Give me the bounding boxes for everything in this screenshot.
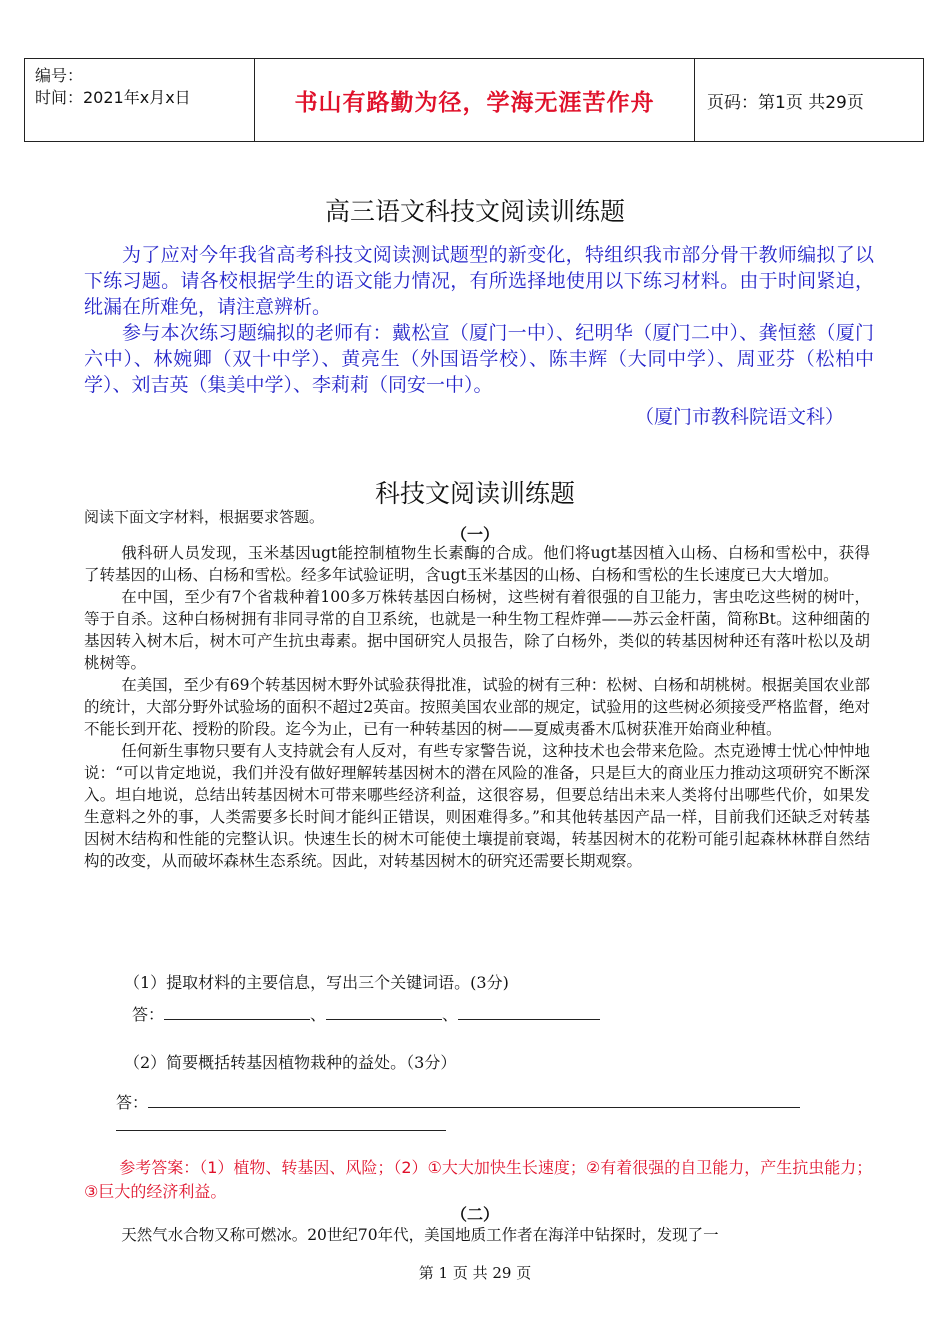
question-2: （2）简要概括转基因植物栽种的益处。（3分） bbox=[124, 1053, 457, 1072]
page-footer: 第 1 页 共 29 页 bbox=[418, 1264, 532, 1282]
answer-blank[interactable] bbox=[164, 1005, 310, 1020]
reference-answer: 参考答案：（1）植物、转基因、风险；（2）①大大加快生长速度；②有着很强的自卫能力，产生抗虫能力；③巨大的经济利益。 bbox=[84, 1158, 873, 1201]
answer-2-continuation-line[interactable] bbox=[116, 1130, 446, 1131]
body-paragraph: 在美国，至少有69个转基因树木野外试验获得批准，试验的树有三种：松树、白杨和胡桃树。根据美国农业部的统计，大部分野外试验场的面积不超过2英亩。按照美国农业部的规定，试验用的这些树必须接受严格监督，绝对不能长到开花、授粉的阶段。迄今为止，已有一种转基因的树——夏威夷番木瓜树获准开始商业种植。 bbox=[84, 676, 870, 738]
section-1-label: （一） bbox=[450, 525, 499, 544]
separator: 、 bbox=[442, 1005, 459, 1024]
intro-paragraph-1: 为了应对今年我省高考科技文阅读测试题型的新变化，特组织我市部分骨干教师编拟了以下练习题。请各校根据学生的语文能力情况，有所选择地使用以下练习材料。由于时间紧迫，纰漏在所难免，请注意辨析。 bbox=[84, 244, 874, 318]
section-title: 科技文阅读训练题 bbox=[374, 479, 575, 508]
intro-signature: （厦门市教科院语文科） bbox=[634, 406, 844, 428]
question-1: （1）提取材料的主要信息，写出三个关键词语。(3分) bbox=[124, 973, 509, 992]
number-label: 编号： bbox=[35, 66, 84, 85]
body-paragraph: 任何新生事物只要有人支持就会有人反对，有些专家警告说，这种技术也会带来危险。杰克逊博士忧心忡忡地说：“可以肯定地说，我们并没有做好理解转基因树木的潜在风险的准备，只是巨大的商业压力推动这项研究不断深入。坦白地说，总结出转基因树木可带来哪些经济利益，这很容易，但要总结出未来人类将付出哪些代价，如果发生意料之外的事，人类需要多长时间才能纠正错误，则困难得多。”和其他转基因产品一样，目前我们还缺乏对转基因树木结构和性能的完整认识。快速生长的树木可能使土壤提前衰竭，转基因树木的花粉可能引起森林林群自然结构的改变，从而破坏森林生态系统。因此，对转基因树木的研究还需要长期观察。 bbox=[84, 742, 870, 870]
section-2-label: （二） bbox=[450, 1205, 499, 1224]
answer-blank[interactable] bbox=[326, 1005, 442, 1020]
section-2-body: 天然气水合物又称可燃冰。20世纪70年代，美国地质工作者在海洋中钻探时，发现了一 bbox=[121, 1226, 719, 1244]
answer-blank[interactable] bbox=[148, 1093, 800, 1108]
intro-block bbox=[84, 242, 874, 430]
answer-2-line bbox=[116, 1090, 800, 1113]
body-paragraph: 俄科研人员发现，玉米基因ugt能控制植物生长素酶的合成。他们将ugt基因植入山杨、白杨和雪松中，获得了转基因的山杨、白杨和雪松。经多年试验证明，含ugt玉米基因的山杨、白杨和雪松的生长速度已大大增加。 bbox=[84, 544, 870, 584]
document-title: 高三语文科技文阅读训练题 bbox=[324, 197, 625, 226]
instruction-text: 阅读下面文字材料，根据要求答题。 bbox=[84, 508, 325, 526]
intro-paragraph-2: 参与本次练习题编拟的老师有：戴松宣（厦门一中）、纪明华（厦门二中）、龚恒慈（厦门六中）、林婉卿（双十中学）、黄亮生（外国语学校）、陈丰辉（大同中学）、周亚芬（松柏中学）、刘吉英（集美中学）、李莉莉（同安一中）。 bbox=[84, 322, 874, 396]
answer-1-line bbox=[132, 1002, 600, 1025]
section-1-body bbox=[84, 542, 870, 872]
header-page-info: 页码：第1页 共29页 bbox=[707, 92, 864, 113]
answer-blank[interactable] bbox=[458, 1005, 600, 1020]
date-label: 时间：2021年x月x日 bbox=[35, 88, 191, 107]
header-meta-cell bbox=[25, 59, 255, 141]
separator: 、 bbox=[310, 1005, 327, 1024]
header-motto: 书山有路勤为径，学海无涯苦作舟 bbox=[255, 59, 695, 141]
answer-1-label: 答： bbox=[132, 1005, 165, 1024]
body-paragraph: 在中国，至少有7个省栽种着100多万株转基因白杨树，这些树有着很强的自卫能力，害虫吃这些树的树叶，等于自杀。这种白杨树拥有非同寻常的自卫系统，也就是一种生物工程炸弹——苏云金杆菌，简称Bt。这种细菌的基因转入树木后，树木可产生抗虫毒素。据中国研究人员报告，除了白杨外，类似的转基因树种还有落叶松以及胡桃树等。 bbox=[84, 588, 870, 672]
answer-2-label: 答： bbox=[116, 1093, 149, 1112]
header-table bbox=[24, 58, 924, 142]
